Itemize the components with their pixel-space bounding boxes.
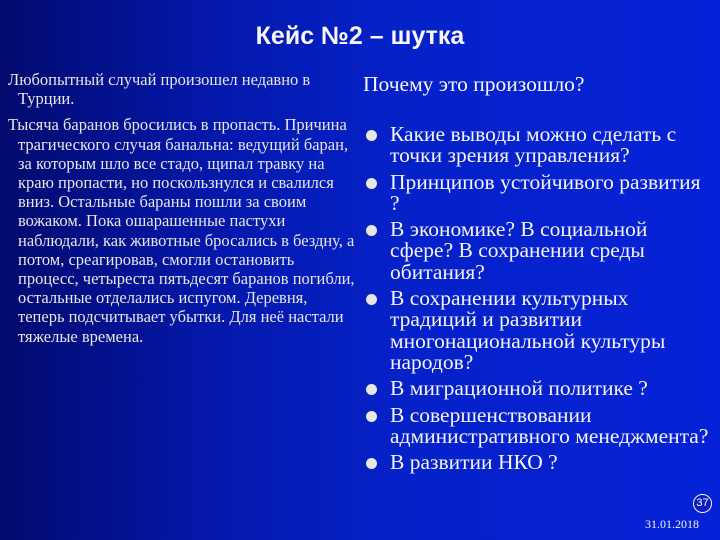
bullet-icon (366, 225, 377, 236)
list-item-text: Принципов устойчивого развития ? (390, 169, 701, 215)
story-paragraph: Любопытный случай произошел недавно в Турции. (8, 70, 311, 109)
list-item (365, 378, 715, 399)
list-item (365, 402, 715, 448)
list-item (365, 169, 715, 215)
list-item-text: В сохранении культурных традиций и развитии многонациональной культуры народов? (390, 286, 666, 374)
list-item-text: Какие выводы можно сделать с точки зрения управления? (390, 122, 677, 168)
bullet-icon (366, 178, 377, 189)
list-item-text: В развитии НКО ? (390, 450, 558, 475)
list-item-text: В экономике? В социальной сфере? В сохранении среды обитания? (390, 217, 648, 284)
question-list (365, 124, 715, 478)
list-item (365, 219, 715, 283)
list-item (365, 288, 715, 373)
bullet-icon (366, 458, 377, 469)
bullet-icon (366, 384, 377, 395)
list-item-text: В совершенствовании административного менеджмента? (390, 402, 709, 448)
slide-number-badge: 37 (693, 494, 712, 513)
list-item-text: В миграционной политике ? (390, 376, 648, 401)
story-text (5, 70, 355, 353)
question-heading: Почему это произошло? (363, 72, 585, 96)
story-paragraph: Тысяча баранов бросились в пропасть. Причина трагического случая банальна: ведущий баран, за которым шло все стадо, щипал травку на краю пропасти, но поскользнулся и свалился вниз. Остальные бараны пошли за своим вожаком. Пока ошарашенные пастухи наблюдали, как животные бросались в бездну, а потом, среагировав, смогли остановить процесс, четыреста пятьдесят баранов погибли, остальные отделались испугом. Деревня, теперь подсчитывает убытки. Для неё настали тяжелые времена. (8, 115, 355, 346)
slide-date: 31.01.2018 (645, 517, 699, 531)
bullet-icon (366, 294, 377, 305)
slide-title: Кейс №2 – шутка (255, 22, 465, 50)
bullet-icon (366, 130, 377, 141)
list-item (365, 124, 715, 167)
bullet-icon (366, 411, 377, 422)
list-item (365, 452, 715, 473)
